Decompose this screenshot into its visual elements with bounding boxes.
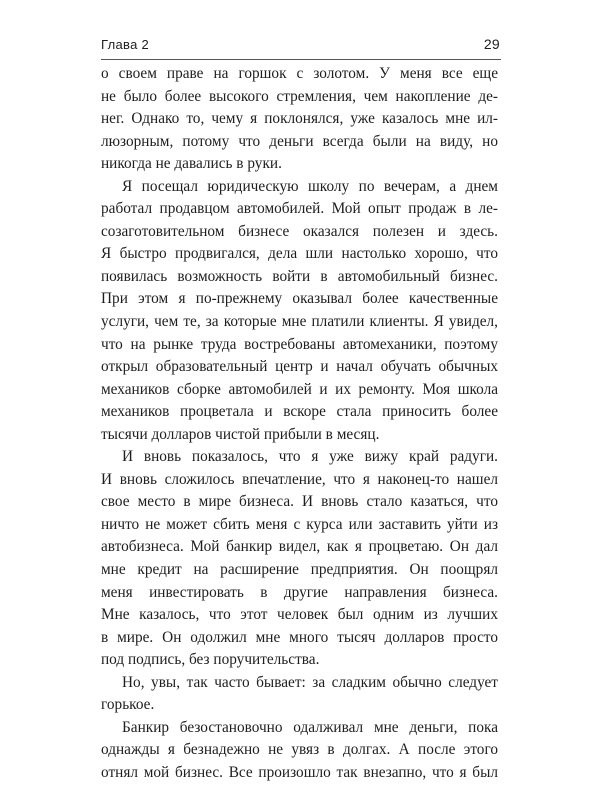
body-text bbox=[101, 63, 498, 785]
text-line: отнял мой бизнес. Все произошло так внезапно, что я был bbox=[101, 763, 498, 781]
text-line: под подпись, без поручительства. bbox=[101, 651, 320, 669]
text-line: в мире. Он одолжил мне много тысяч долларов просто bbox=[101, 628, 498, 646]
text-line: однажды я безнадежно не увяз в долгах. А после этого bbox=[101, 741, 498, 759]
text-line: Банкир безостановочно одалживал мне деньги, пока bbox=[122, 718, 498, 736]
text-line: свое место в мире бизнеса. И вновь стало казаться, что bbox=[101, 493, 498, 511]
text-line: появилась возможность войти в автомобильный бизнес. bbox=[101, 267, 498, 285]
text-line: никогда не давались в руки. bbox=[101, 155, 282, 173]
text-line: горькое. bbox=[101, 696, 155, 714]
text-line: Я быстро продвигался, дела шли настолько хорошо, что bbox=[101, 245, 498, 263]
page-number: 29 bbox=[483, 36, 500, 52]
header-divider bbox=[101, 59, 501, 60]
text-line: нег. Однако то, чему я поклонялся, уже казалось мне ил- bbox=[101, 110, 498, 128]
text-line: мне кредит на расширение предприятия. Он поощрял bbox=[101, 561, 498, 579]
text-line: И вновь показалось, что я уже вижу край радуги. bbox=[122, 448, 498, 466]
text-line: работал продавцом автомобилей. Мой опыт продаж в ле- bbox=[101, 200, 498, 218]
text-line: механиков процветала и вскоре стала приносить более bbox=[101, 403, 498, 421]
text-line: не было более высокого стремления, чем накопление де- bbox=[101, 87, 498, 105]
text-line: тысячи долларов чистой прибыли в месяц. bbox=[101, 425, 380, 443]
text-line: созаготовительном бизнесе оказался полезен и здесь. bbox=[101, 222, 498, 240]
running-header bbox=[101, 37, 500, 59]
text-line: что на рынке труда востребованы автомеханики, поэтому bbox=[101, 335, 498, 353]
text-line: люзорным, потому что деньги всегда были на виду, но bbox=[101, 132, 498, 150]
text-line: автобизнеса. Мой банкир видел, как я процветаю. Он дал bbox=[101, 538, 498, 556]
text-line: механиков сборке автомобилей и их ремонту. Моя школа bbox=[101, 380, 498, 398]
text-line: Я посещал юридическую школу по вечерам, а днем bbox=[122, 177, 498, 195]
text-line: о своем праве на горшок с золотом. У меня все еще bbox=[101, 65, 498, 82]
text-line: ничто не может сбить меня с курса или заставить уйти из bbox=[101, 515, 498, 533]
text-line: услуги, чем те, за которые мне платили клиенты. Я увидел, bbox=[101, 313, 498, 331]
text-line: И вновь сложилось впечатление, что я наконец-то нашел bbox=[101, 470, 498, 488]
chapter-title: Глава 2 bbox=[101, 37, 150, 52]
text-line: Мне казалось, что этот человек был одним из лучших bbox=[101, 606, 498, 624]
text-line: Но, увы, так часто бывает: за сладким обычно следует bbox=[122, 673, 498, 691]
text-line: меня инвестировать в другие направления бизнеса. bbox=[101, 583, 498, 601]
text-line: открыл образовательный центр и начал обучать обычных bbox=[101, 358, 498, 376]
text-line: При этом я по-прежнему оказывал более качественные bbox=[101, 290, 498, 308]
